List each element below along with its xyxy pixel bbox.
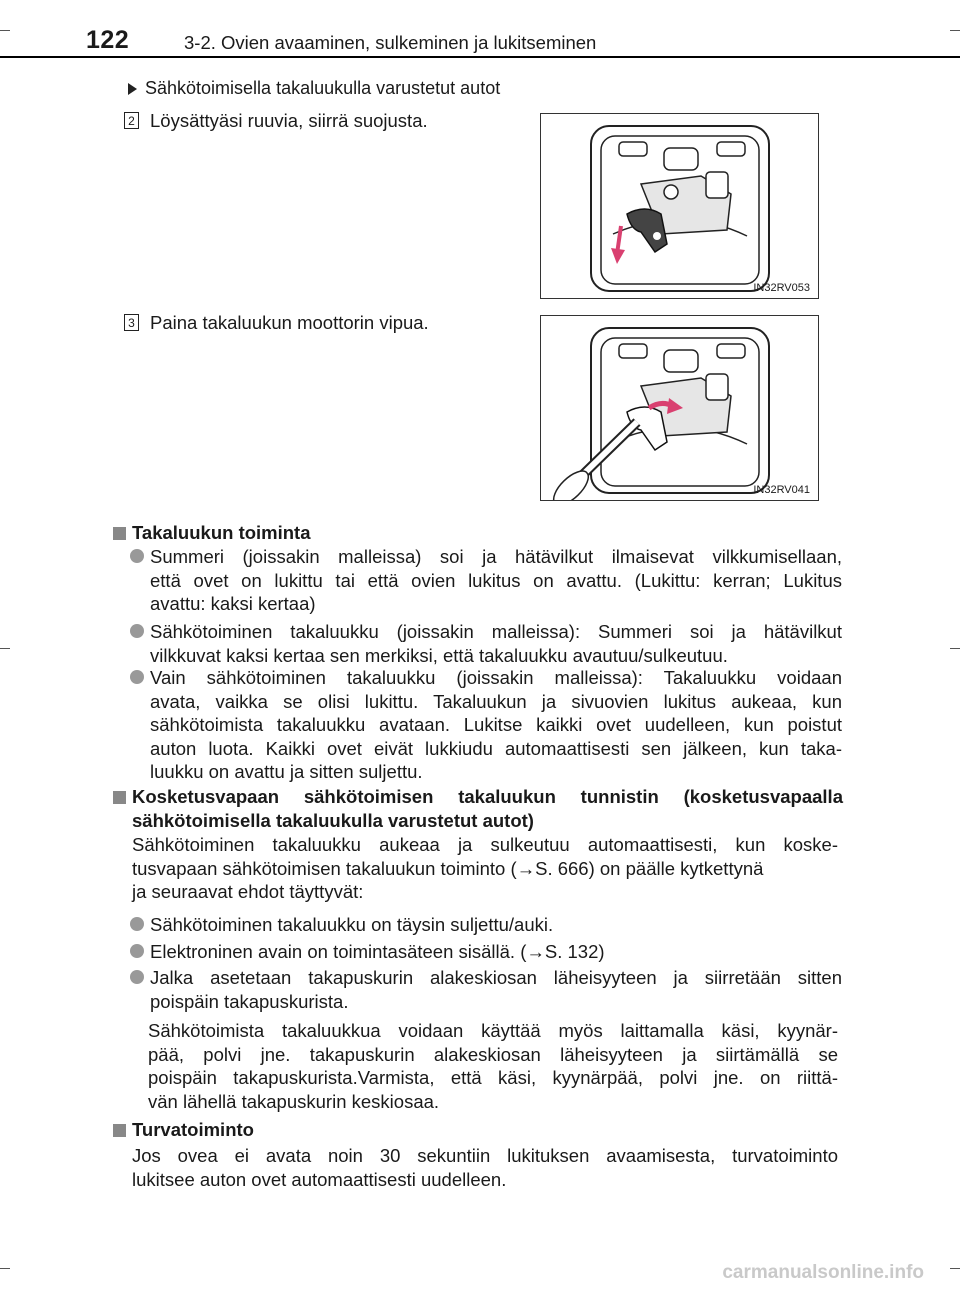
section-heading-text: Turvatoiminto xyxy=(132,1119,254,1140)
text-line: avata, vaikka se olisi lukittu. Takaluukun ja sivuovien lukitus aukeaa, kun xyxy=(150,690,842,712)
page-number: 122 xyxy=(86,26,130,54)
text-line: avattu: kaksi kertaa) xyxy=(150,593,316,614)
text-line: poispäin takapuskurista.Varmista, että käsi, kyynärpää, polvi jne. on riittä- xyxy=(148,1067,838,1088)
step-number-box: 3 xyxy=(124,314,139,331)
text-line: sähkötoimista takaluukku avataan. Lukitse kaikki ovet uudelleen, kun poistut xyxy=(150,714,842,735)
step-text: Löysättyäsi ruuvia, siirrä suojusta. xyxy=(150,110,428,131)
tailgate-cover-illustration xyxy=(541,114,818,298)
triangle-bullet-icon xyxy=(128,83,137,95)
text-line: Sähkötoiminen takaluukku on täysin suljettu/auki. xyxy=(150,914,554,935)
intro-bullet xyxy=(128,78,500,99)
text-line: luukku on avattu ja sitten suljettu. xyxy=(150,761,423,782)
list-item xyxy=(130,913,842,937)
section-heading-text: sähkötoimisella takaluukulla varustetut autot) xyxy=(132,809,534,831)
figure-screw-cover xyxy=(540,113,819,299)
text-line: tusvapaan sähkötoimisen takaluukun toiminto (→S. 666) on päälle kytkettynä xyxy=(132,857,764,879)
list-item xyxy=(130,666,842,784)
step-number-box: 2 xyxy=(124,112,139,129)
text-line: Summeri (joissakin malleissa) soi ja hätävilkut ilmaisevat vilkkumisellaan, xyxy=(150,546,842,567)
header-rule xyxy=(0,56,960,58)
section-heading xyxy=(113,785,843,832)
crop-mark xyxy=(0,648,10,649)
figure-label: IN32RV053 xyxy=(753,282,810,294)
section-heading-text: Kosketusvapaan sähkötoimisen takaluukun tunnistin (kosketusvapaalla xyxy=(132,786,843,807)
figure-label: IN32RV041 xyxy=(753,484,810,496)
text-line: Jalka asetetaan takapuskurin alakeskiosan läheisyyteen ja siirretään sitten xyxy=(150,967,842,988)
circle-bullet-icon xyxy=(130,549,144,563)
text-line: Vain sähkötoiminen takaluukku (joissakin malleissa): Takaluukku voidaan xyxy=(150,667,842,688)
text-line: Elektroninen avain on toimintasäteen sisällä. (→S. 132) xyxy=(150,941,605,962)
square-bullet-icon xyxy=(113,527,126,540)
intro-bullet-text: Sähkötoimisella takaluukulla varustetut autot xyxy=(145,78,501,98)
square-bullet-icon xyxy=(113,791,126,804)
list-item xyxy=(130,545,842,616)
text-line: Jos ovea ei avata noin 30 sekuntiin lukituksen avaamisesta, turvatoiminto xyxy=(132,1145,838,1166)
text-line: ja seuraavat ehdot täyttyvät: xyxy=(132,881,364,902)
circle-bullet-icon xyxy=(130,944,144,958)
list-item xyxy=(130,966,842,1013)
text-line: poispäin takapuskurista. xyxy=(150,990,349,1012)
circle-bullet-icon xyxy=(130,917,144,931)
list-item xyxy=(130,620,842,667)
crop-mark xyxy=(950,1268,960,1269)
step-text: Paina takaluukun moottorin vipua. xyxy=(150,312,429,333)
section-heading xyxy=(113,521,311,545)
section-heading xyxy=(113,1118,254,1142)
text-line: pää, polvi jne. takapuskurin alakeskiosan läheisyyteen ja siirtämällä se xyxy=(148,1043,838,1065)
text-line: Sähkötoiminen takaluukku aukeaa ja sulkeutuu automaattisesti, kun koske- xyxy=(132,834,838,855)
text-line: lukitsee auton ovet automaattisesti uudelleen. xyxy=(132,1168,507,1190)
crop-mark xyxy=(950,648,960,649)
section-heading-text: Takaluukun toiminta xyxy=(132,522,311,543)
watermark: carmanualsonline.info xyxy=(722,1262,924,1283)
paragraph xyxy=(132,1144,838,1191)
text-line: vän lähellä takapuskurin keskiosaa. xyxy=(148,1090,440,1112)
figure-motor-lever xyxy=(540,315,819,501)
section-title: 3-2. Ovien avaaminen, sulkeminen ja lukitseminen xyxy=(184,32,597,53)
paragraph xyxy=(132,833,838,904)
motor-lever-illustration xyxy=(541,316,818,500)
circle-bullet-icon xyxy=(130,670,144,684)
note-paragraph xyxy=(148,1019,838,1113)
list-item xyxy=(130,940,842,964)
circle-bullet-icon xyxy=(130,624,144,638)
crop-mark xyxy=(0,30,10,31)
circle-bullet-icon xyxy=(130,970,144,984)
square-bullet-icon xyxy=(113,1124,126,1137)
text-line: Sähkötoimista takaluukkua voidaan käyttää myös laittamalla käsi, kyynär- xyxy=(148,1020,838,1041)
text-line: auton luota. Kaikki ovet eivät lukkiudu automaattisesti sen jälkeen, kun taka- xyxy=(150,737,842,759)
text-line: vilkkuvat kaksi kertaa sen merkiksi, että takaluukku avautuu/sulkeutuu. xyxy=(150,644,728,666)
text-line: Sähkötoiminen takaluukku (joissakin malleissa): Summeri soi ja hätävilkut xyxy=(150,621,842,642)
crop-mark xyxy=(950,30,960,31)
text-line: että ovet on lukittu tai että ovien lukitus on avattu. (Lukittu: kerran; Lukitus xyxy=(150,569,842,591)
crop-mark xyxy=(0,1268,10,1269)
